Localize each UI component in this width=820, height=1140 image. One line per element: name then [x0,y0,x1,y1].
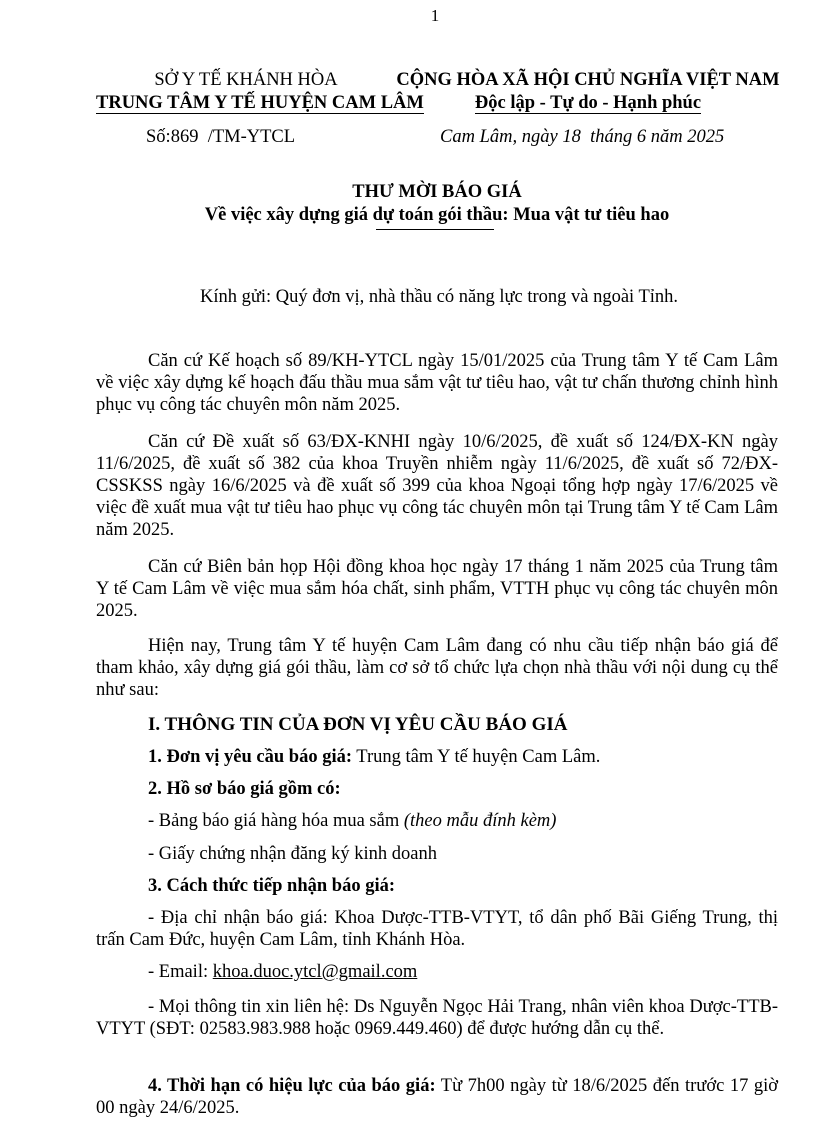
item-documents-license: - Giấy chứng nhận đăng ký kinh doanh [148,844,438,864]
item2-line1: - Bảng báo giá hàng hóa mua sắm [148,811,404,831]
nation-title: CỘNG HÒA XÃ HỘI CHỦ NGHĨA VIỆT NAM [396,70,780,90]
item4-value: Từ 7h00 ngày từ 18/6/2025 đến trước 17 giờ 00 ngày 24/6/2025. [96,1076,779,1118]
item1-label: 1. Đơn vị yêu cầu báo giá: [148,747,352,767]
recipient-line: Kính gửi: Quý đơn vị, nhà thầu có năng lực trong và ngoài Tỉnh. [200,287,679,307]
item-receive-method-heading: 3. Cách thức tiếp nhận báo giá: [148,876,396,896]
document-title: THƯ MỜI BÁO GIÁ [352,182,522,202]
item4-label: 4. Thời hạn có hiệu lực của báo giá: [148,1076,436,1096]
motto-text: Độc lập - Tự do - Hạnh phúc [474,93,702,113]
email-link[interactable]: khoa.duoc.ytcl@gmail.com [212,962,418,982]
title-underline [376,229,494,230]
agency-unit-text: TRUNG TÂM Y TẾ HUYỆN CAM LÂM [96,93,424,113]
item2-line1-note: (theo mẫu đính kèm) [403,811,557,831]
item-validity [96,1075,778,1119]
date-day: 18 [562,127,581,147]
agency-unit [96,93,424,114]
section-heading: I. THÔNG TIN CỦA ĐƠN VỊ YÊU CẦU BÁO GIÁ [148,714,568,735]
document-number [146,127,295,148]
item-email-line [96,962,820,983]
item-requesting-unit [96,747,820,768]
item-receive-address: - Địa chỉ nhận báo giá: Khoa Dược-TTB-VTYT, tổ dân phố Bãi Giếng Trung, thị trấn Cam Đức, huyện Cam Lâm, tỉnh Khánh Hòa. [96,908,778,950]
date-rest: tháng 6 năm 2025 [590,127,725,147]
paragraph-basis-2: Căn cứ Đề xuất số 63/ĐX-KNHI ngày 10/6/2025, đề xuất số 124/ĐX-KN ngày 11/6/2025, đề xuất số 382 của khoa Truyền nhiễm ngày 11/6/2025, đề xuất số 72/ĐX-CSSKSS ngày 16/6/2025 và đề xuất số 399 của khoa Ngoại tổng hợp ngày 17/6/2025 về việc đề xuất mua vật tư tiêu hao phục vụ công tác chuyên môn tại Trung tâm Y tế Cam Lâm năm 2025. [96,432,778,540]
doc-number-value: 869 [170,127,199,147]
page-number: 1 [430,6,440,25]
item-documents-quote [96,811,820,832]
item-documents-heading: 2. Hồ sơ báo giá gồm có: [148,779,341,799]
document-date [440,127,724,148]
paragraph-basis-3: Căn cứ Biên bản họp Hội đồng khoa học ngày 17 tháng 1 năm 2025 của Trung tâm Y tế Cam Lâm về việc mua sắm hóa chất, sinh phẩm, VTTH phục vụ công tác chuyên môn 2025. [96,557,778,621]
doc-number-prefix: Số: [146,127,171,147]
document-subtitle: Về việc xây dựng giá dự toán gói thầu: Mua vật tư tiêu hao [204,205,670,225]
date-place: Cam Lâm, ngày [440,127,558,147]
doc-number-suffix: /TM-YTCL [207,127,296,147]
motto [396,93,780,114]
agency-name: SỞ Y TẾ KHÁNH HÒA [154,70,338,90]
item1-value: Trung tâm Y tế huyện Cam Lâm. [352,747,601,767]
item-contact: - Mọi thông tin xin liên hệ: Ds Nguyễn Ngọc Hải Trang, nhân viên khoa Dược-TTB-VTYT (SĐT: 02583.983.988 hoặc 0969.449.460) để được hướng dẫn cụ thể. [96,997,778,1039]
email-label: - Email: [148,962,213,982]
paragraph-basis-1: Căn cứ Kế hoạch số 89/KH-YTCL ngày 15/01/2025 của Trung tâm Y tế Cam Lâm về việc xây dựng kế hoạch đấu thầu mua sắm vật tư tiêu hao, vật tư chấn thương chỉnh hình phục vụ công tác chuyên môn năm 2025. [96,351,778,415]
paragraph-request: Hiện nay, Trung tâm Y tế huyện Cam Lâm đang có nhu cầu tiếp nhận báo giá để tham khảo, xây dựng giá gói thầu, làm cơ sở tổ chức lựa chọn nhà thầu với nội dung cụ thể như sau: [96,636,778,700]
